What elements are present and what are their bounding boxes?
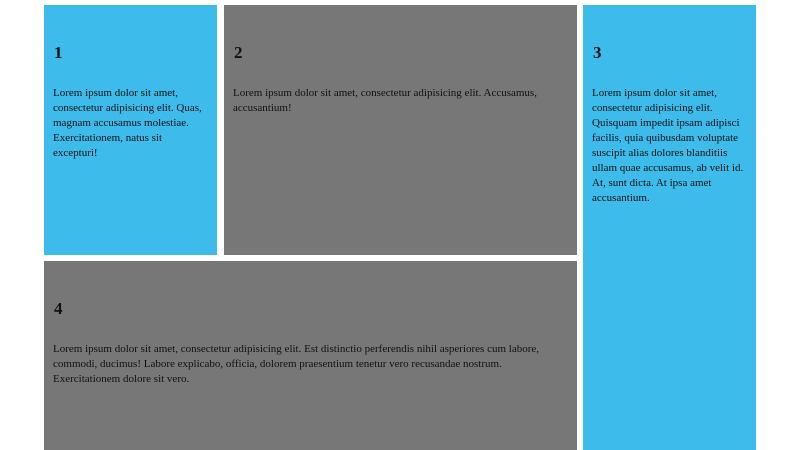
- box-4-heading: 4: [54, 299, 63, 318]
- grid-box-2: [224, 5, 577, 255]
- grid-box-1: [44, 5, 217, 255]
- box-3-text: Lorem ipsum dolor sit amet, consectetur adipisicing elit. Quisquam impedit ipsam adipisci facilis, quia quibusdam voluptate suscipit alias dolores blanditiis ullam quae accusamus, ab velit id. At, sunt dicta. At ipsa amet accusantium.: [592, 87, 744, 204]
- box-2-text: Lorem ipsum dolor sit amet, consectetur adipisicing elit. Accusamus, accusantium!: [233, 87, 537, 114]
- box-3-heading: 3: [593, 43, 602, 62]
- box-4-text: Lorem ipsum dolor sit amet, consectetur adipisicing elit. Est distinctio perferendis nihil asperiores cum labore, commodi, ducimus! Labore explicabo, officia, dolorem praesentium tenetur vero recusandae nostrum. Exercitationem dolore sit vero.: [53, 343, 540, 385]
- box-1-text: Lorem ipsum dolor sit amet, consectetur adipisicing elit. Quas, magnam accusamus molestiae. Exercitationem, natus sit excepturi!: [53, 87, 202, 159]
- box-2-heading: 2: [234, 43, 243, 62]
- grid-box-4: [44, 261, 577, 450]
- grid-box-3: [583, 5, 756, 450]
- box-1-heading: 1: [54, 43, 63, 62]
